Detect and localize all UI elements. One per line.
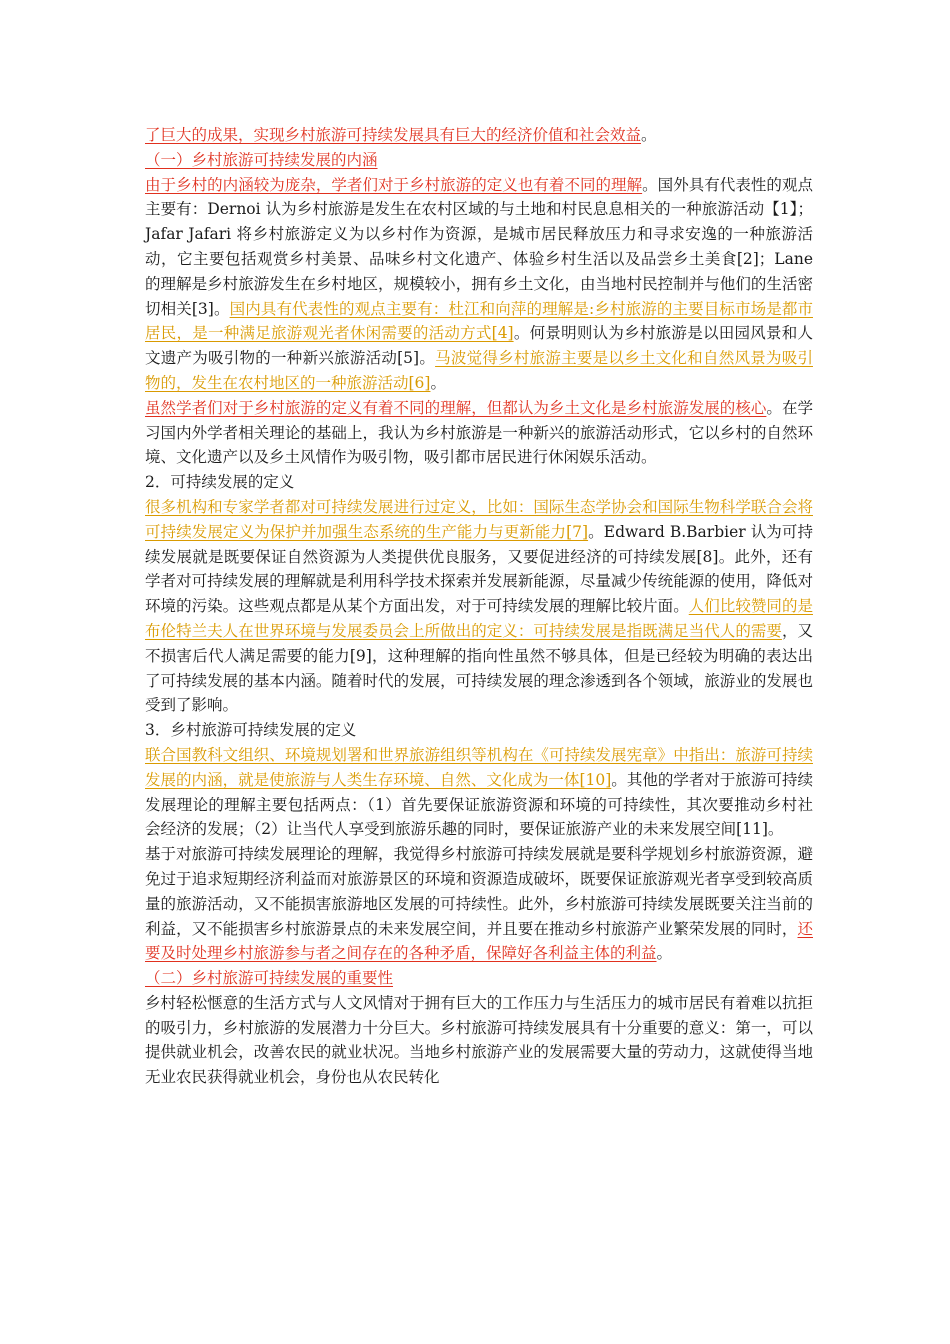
text-run: 乡村轻松惬意的生活方式与人文风情对于拥有巨大的工作压力与生活压力的城市居民有着难以抗拒的吸引力，乡村旅游的发展潜力十分巨大。乡村旅游可持续发展具有十分重要的意义：第一，可以提供就业机会，改善农民的就业状况。当地乡村旅游产业的发展需要大量的劳动力，这就使得当地无业农民获得就业机会，身份也从农民转化 <box>145 993 813 1087</box>
text-run: 。何景明则认为乡村旅游是以田园风景和人文遗产为吸引物的一种新兴旅游活动[5]。 <box>145 324 813 368</box>
section-heading-importance <box>145 966 813 991</box>
highlight-red: 了巨大的成果，实现乡村旅游可持续发展具有巨大的经济价值和社会效益 <box>145 126 642 144</box>
paragraph-rural-tourism-definitions <box>145 173 813 396</box>
paragraph-sustainable-definitions <box>145 495 813 718</box>
highlight-orange: 联合国教科文组织、环境规划署和世界旅游组织等机构在《可持续发展宪章》中指出：旅游可持续发展的内涵，就是使旅游与人类生存环境、自然、文化成为一体[10] <box>145 745 813 789</box>
heading-text: （一）乡村旅游可持续发展的内涵 <box>145 150 378 169</box>
text-run: 。 <box>641 126 657 144</box>
heading-text: 3．乡村旅游可持续发展的定义 <box>145 721 357 740</box>
section-heading-sustainable-definition <box>145 470 813 495</box>
paragraph-importance <box>145 991 813 1090</box>
document-page <box>145 123 813 1090</box>
highlight-red: 由于乡村的内涵较为庞杂，学者们对于乡村旅游的定义也有着不同的理解 <box>145 175 643 194</box>
text-run: 。 <box>430 373 446 392</box>
text-run: 。其他的学者对于旅游可持续发展理论的理解主要包括两点：（1）首先要保证旅游资源和环境的可持续性，其次要推动乡村社会经济的发展；（2）让当代人享受到旅游乐趣的同时，要保证旅游产业的未来发展空间[11]。 <box>145 770 813 839</box>
highlight-red: 虽然学者们对于乡村旅游的定义有着不同的理解，但都认为乡土文化是乡村旅游发展的核心 <box>145 398 767 417</box>
text-run: 。Edward B.Barbier 认为可持续发展就是既要保证自然资源为人类提供优良服务，又要促进经济的可持续发展[8]。此外，还有学者对可持续发展的理解就是利用科学技术探索并发展新能源，尽量减少传统能源的使用，降低对环境的污染。这些观点都是从某个方面出发，对于可持续发展的理解比较片面。 <box>145 522 813 616</box>
heading-text: 2．可持续发展的定义 <box>145 473 295 492</box>
highlight-orange: 很多机构和专家学者都对可持续发展进行过定义，比如：国际生态学协会和国际生物科学联合会将可持续发展定义为保护并加强生态系统的生产能力与更新能力[7] <box>145 497 813 541</box>
section-heading-rural-sustainable-definition <box>145 718 813 743</box>
section-heading-connotation <box>145 148 813 173</box>
text-run: 。国外具有代表性的观点主要有：Dernoi 认为乡村旅游是发生在农村区域的与土地和村民息息相关的一种旅游活动【1】；Jafar Jafari 将乡村旅游定义为以乡村作为资源，是城市居民释放压力和寻求安逸的一种旅游活动，它主要包括观赏乡村美景、品味乡村文化遗产、体验乡村生活以及品尝乡土美食[2]；Lane 的理解是乡村旅游发生在乡村地区，规模较小，拥有乡土文化，由当地村民控制并与他们的生活密切相关[3]。 <box>145 175 813 318</box>
text-run: 。在学习国内外学者相关理论的基础上，我认为乡村旅游是一种新兴的旅游活动形式，它以乡村的自然环境、文化遗产以及乡土风情作为吸引物，吸引都市居民进行休闲娱乐活动。 <box>145 398 813 467</box>
highlight-orange: 人们比较赞同的是布伦特兰夫人在世界环境与发展委员会上所做出的定义：可持续发展是指既满足当代人的需要 <box>145 597 813 640</box>
paragraph-charter <box>145 743 813 842</box>
paragraph-intro-tail <box>145 123 813 148</box>
highlight-orange: 国内具有代表性的观点主要有：杜江和向萍的理解是:乡村旅游的主要目标市场是都市居民，是一种满足旅游观光者休闲需要的活动方式[4] <box>145 299 813 343</box>
text-run: 。 <box>656 944 673 963</box>
paragraph-rural-culture-core <box>145 396 813 470</box>
text-run: ，又不损害后代人满足需要的能力[9]，这种理解的指向性虽然不够具体，但是已经较为明确的表达出了可持续发展的基本内涵。随着时代的发展，可持续发展的理念渗透到各个领域，旅游业的发展也受到了影响。 <box>145 621 813 715</box>
highlight-orange: 马波觉得乡村旅游主要是以乡土文化和自然风景为吸引物的，发生在农村地区的一种旅游活动[6] <box>145 349 813 392</box>
text-run: 基于对旅游可持续发展理论的理解，我觉得乡村旅游可持续发展就是要科学规划乡村旅游资源，避免过于追求短期经济利益而对旅游景区的环境和资源造成破坏，既要保证旅游观光者享受到较高质量的旅游活动，又不能损害旅游地区发展的可持续性。此外，乡村旅游可持续发展既要关注当前的利益，又不能损害乡村旅游景点的未来发展空间，并且要在推动乡村旅游产业繁荣发展的同时， <box>145 845 813 938</box>
highlight-red: 还要及时处理乡村旅游参与者之间存在的各种矛盾，保障好各利益主体的利益 <box>145 919 813 963</box>
heading-text: （二）乡村旅游可持续发展的重要性 <box>145 969 394 988</box>
paragraph-author-understanding <box>145 842 813 966</box>
